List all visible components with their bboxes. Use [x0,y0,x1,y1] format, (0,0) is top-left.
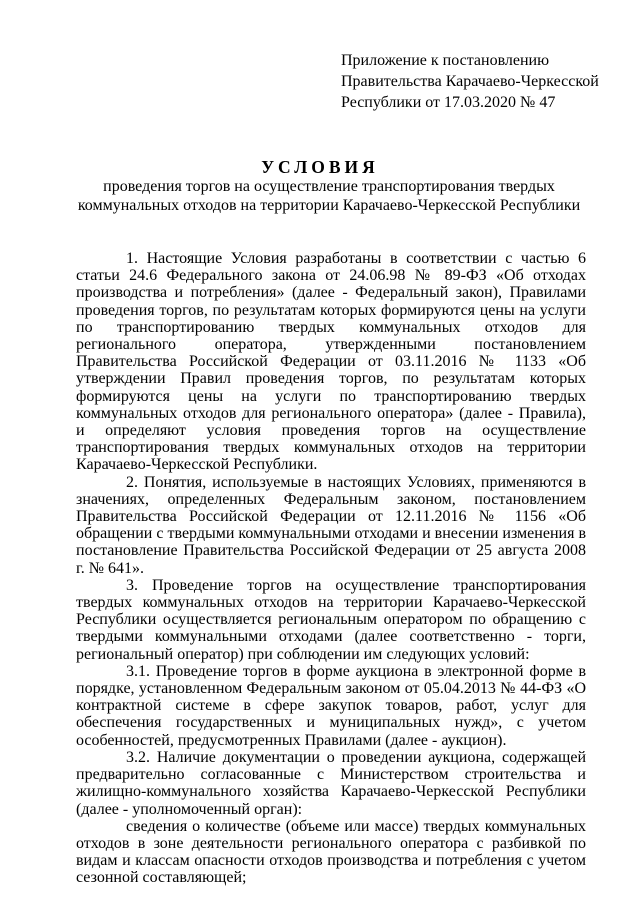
appendix-line-2: Правительства Карачаево-Черкесской [341,73,599,90]
appendix-line-3: Республики от 17.03.2020 № 47 [341,94,556,111]
document-title: УСЛОВИЯ [261,157,379,177]
paragraph-3-1: 3.1. Проведение торгов в форме аукциона в электронной форме в порядке, установленном Федеральным законом от 05.04.2013 № 44-ФЗ «О контрактной системе в сфере закупок товаров, работ, услуг для обеспечения государственных и муниципальных нужд», с учетом особенностей, предусмотренных Правилами (далее - аукцион). [76,662,586,749]
paragraph-1: 1. Настоящие Условия разработаны в соответствии с частью 6 статьи 24.6 Федерального закона от 24.06.98 № 89-ФЗ «Об отходах производства и потребления» (далее - Федеральный закон), Правилами проведения торгов, по результатам которых формируются цены на услуги по транспортированию твердых коммунальных отходов для регионального оператора, утвержденными постановлением Правительства Российской Федерации от 03.11.2016 № 1133 «Об утверждении Правил проведения торгов, по результатам которых формируются цены на услуги по транспортированию твердых коммунальных отходов для регионального оператора» (далее - Правила), и определяют условия проведения торгов на осуществление транспортирования твердых коммунальных отходов на территории Карачаево-Черкесской Республики. [76,250,586,474]
paragraph-2: 2. Понятия, используемые в настоящих Условиях, применяются в значениях, определенных Федеральным законом, постановлением Правительства Российской Федерации от 12.11.2016 № 1156 «Об обращении с твердыми коммунальными отходами и внесении изменения в постановление Правительства Российской Федерации от 25 августа 2008 г. № 641». [76,473,586,577]
document-body [76,250,586,887]
appendix-line-1: Приложение к постановлению [341,52,550,69]
paragraph-3: 3. Проведение торгов на осуществление транспортирования твердых коммунальных отходов на территории Карачаево-Черкесской Республики осуществляется региональным оператором по обращению с твердыми коммунальными отходами (далее соответственно - торги, региональный оператор) при соблюдении им следующих условий: [76,576,586,663]
appendix-note [341,50,599,113]
paragraph-3-2-item-1: сведения о количестве (объеме или массе) твердых коммунальных отходов в зоне деятельности регионального оператора с разбивкой по видам и классам опасности отходов производства и потребления с учетом сезонной составляющей; [76,817,586,887]
paragraph-3-2: 3.2. Наличие документации о проведении аукциона, содержащей предварительно согласованные с Министерством строительства и жилищно-коммунального хозяйства Карачаево-Черкесской Республики (далее - уполномоченный орган): [76,748,586,818]
document-subtitle: проведения торгов на осуществление транспортирования твердых коммунальных отходов на территории Карачаево-Черкесской Республики [77,178,581,214]
